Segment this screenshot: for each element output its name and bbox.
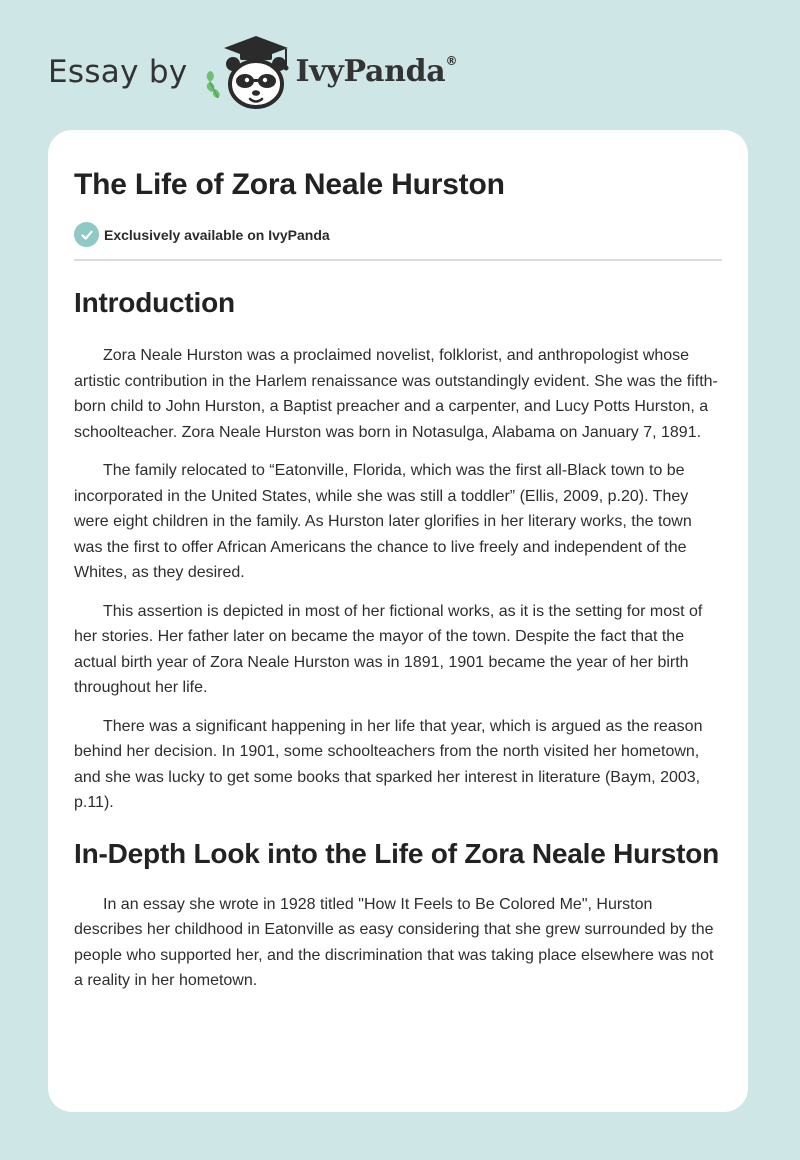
essay-title: The Life of Zora Neale Hurston (74, 168, 505, 201)
essay-card (48, 130, 748, 1112)
brand-prefix: Essay by (48, 53, 188, 90)
section-heading-in-depth: In-Depth Look into the Life of Zora Neale Hurston (74, 837, 720, 869)
exclusive-badge (74, 222, 722, 247)
brand-name: IvyPanda® (295, 54, 458, 89)
paragraph: This assertion is depicted in most of her fictional works, as it is the setting for most of her stories. Her father later on became the mayor of the town. Despite the fact that the actual birth year of Zora Neale Hurston was in 1891, 1901 became the year of her birth throughout her life. (74, 602, 703, 696)
title-divider (74, 259, 722, 261)
paragraph: There was a significant happening in her life that year, which is argued as the reason behind her decision. In 1901, some schoolteachers from the north visited her hometown, and she was lucky to get some books that sparked her interest in literature (Baym, 2003, p.11). (74, 717, 703, 811)
check-icon (74, 222, 99, 247)
paragraph: Zora Neale Hurston was a proclaimed novelist, folklorist, and anthropologist whose artistic contribution in the Harlem renaissance was outstandingly evident. She was the fifth-born child to John Hurston, a Baptist preacher and a carpenter, and Lucy Potts Hurston, a schoolteacher. Zora Neale Hurston was born in Notasulga, Alabama on January 7, 1891. (74, 347, 718, 441)
panda-logo-icon (202, 32, 294, 112)
section-heading-introduction: Introduction (74, 287, 235, 318)
exclusive-label: Exclusively available on IvyPanda (104, 226, 330, 243)
paragraph: In an essay she wrote in 1928 titled "How It Feels to Be Colored Me", Hurston describes her childhood in Eatonville as easy considering that she grew surrounded by the people who supported her, and the discrimination that was taking place elsewhere was not a reality in her hometown. (74, 895, 714, 989)
brand-header (48, 32, 457, 112)
paragraph: The family relocated to “Eatonville, Florida, which was the first all-Black town to be incorporated in the United States, while she was still a toddler” (Ellis, 2009, p.20). They were eight children in the family. As Hurston later glorifies in her literary works, the town was the first to offer African Americans the chance to live freely and independent of the Whites, as they desired. (74, 462, 692, 581)
